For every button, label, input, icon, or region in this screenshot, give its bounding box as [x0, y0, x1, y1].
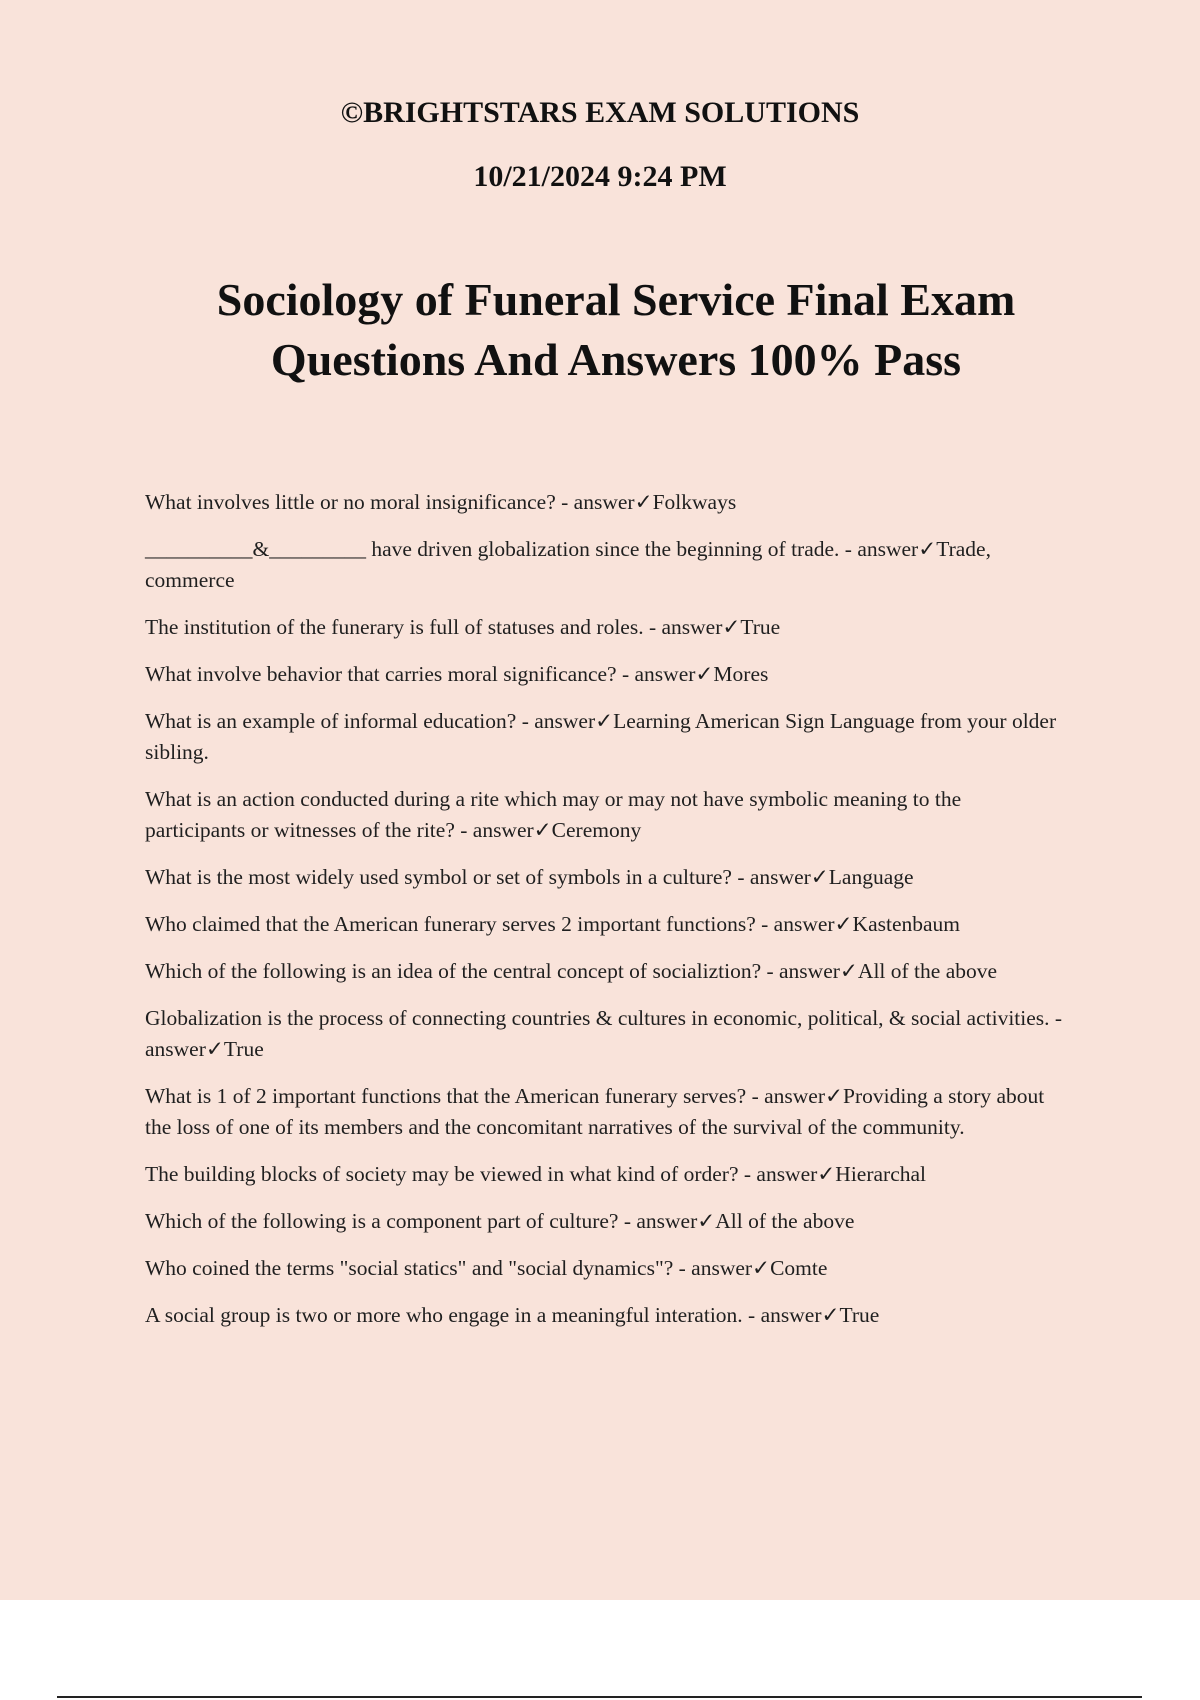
title-line-2: Questions And Answers 100% Pass: [270, 334, 962, 385]
qa-item: Who claimed that the American funerary serves 2 important functions? - answer✓Kastenbaum: [145, 912, 961, 936]
brand-header: ©BRIGHTSTARS EXAM SOLUTIONS: [340, 96, 860, 129]
qa-item: Which of the following is an idea of the central concept of socializtion? - answer✓All of the above: [145, 959, 998, 983]
qa-item: What is an action conducted during a rite which may or may not have symbolic meaning to the participants or witnesses of the rite? - answer✓Ceremony: [145, 787, 962, 842]
qa-item: __________&_________ have driven globalization since the beginning of trade. - answer✓Trade, commerce: [145, 537, 991, 592]
title-line-1: Sociology of Funeral Service Final Exam: [216, 274, 1016, 325]
footer-divider: [57, 1696, 1142, 1698]
question-answer-list: [145, 487, 1065, 1347]
qa-item: What is 1 of 2 important functions that the American funerary serves? - answer✓Providing a story about the loss of one of its members and the concomitant narratives of the survival of the community.: [145, 1084, 1045, 1139]
qa-item: Globalization is the process of connecting countries & cultures in economic, political, & social activities. - answer✓True: [145, 1006, 1063, 1061]
qa-item: Which of the following is a component part of culture? - answer✓All of the above: [145, 1209, 855, 1233]
qa-item: What involve behavior that carries moral significance? - answer✓Mores: [145, 662, 769, 686]
qa-item: A social group is two or more who engage in a meaningful interation. - answer✓True: [145, 1303, 880, 1327]
date-time-stamp: 10/21/2024 9:24 PM: [473, 160, 727, 193]
qa-item: What involves little or no moral insignificance? - answer✓Folkways: [145, 490, 737, 514]
qa-item: What is the most widely used symbol or set of symbols in a culture? - answer✓Language: [145, 865, 914, 889]
qa-item: The institution of the funerary is full of statuses and roles. - answer✓True: [145, 615, 781, 639]
document-title: [0, 270, 1200, 390]
qa-item: What is an example of informal education? - answer✓Learning American Sign Language from your older sibling.: [145, 709, 1057, 764]
qa-item: Who coined the terms "social statics" and "social dynamics"? - answer✓Comte: [145, 1256, 828, 1280]
qa-item: The building blocks of society may be viewed in what kind of order? - answer✓Hierarchal: [145, 1162, 927, 1186]
